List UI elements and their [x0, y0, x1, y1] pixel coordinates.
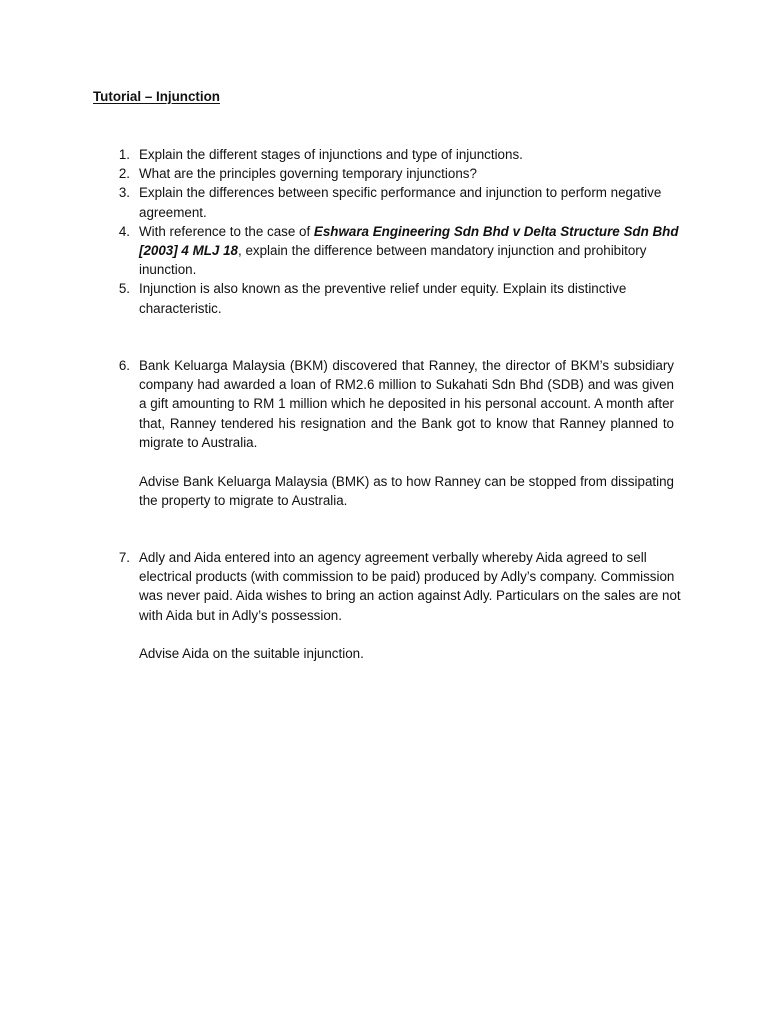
question-number: 1. — [118, 147, 130, 162]
question-text-prefix: With reference to the case of — [139, 223, 314, 239]
question-number: 7. — [118, 550, 130, 565]
question-item — [93, 222, 683, 280]
document-title: Tutorial – Injunction — [93, 89, 220, 104]
question-item — [93, 164, 683, 183]
question-number: 6. — [118, 358, 130, 373]
question-number: 2. — [118, 166, 130, 182]
question-text: What are the principles governing temporary injunctions? — [139, 166, 477, 182]
question-number: 5. — [118, 281, 130, 297]
question-number: 3. — [118, 185, 130, 201]
question-item — [93, 183, 683, 221]
case-citation: Eshwara Engineering Sdn Bhd v Delta Structure Sdn Bhd [2003] 4 MLJ 18 — [139, 223, 679, 259]
question-text: Injunction is also known as the preventive relief under equity. Explain its distinctive characteristic. — [139, 281, 627, 316]
question-text: Explain the differences between specific performance and injunction to perform negative agreement. — [139, 185, 662, 220]
problem-facts: Bank Keluarga Malaysia (BKM) discovered that Ranney, the director of BKM’s subsidiary company had awarded a loan of RM2.6 million to Sukahati Sdn Bhd (SDB) and was given a gift amounting to RM 1 million which he deposited in his personal account. A month after that, Ranney tendered his resignation and the Bank got to know that Ranney planned to migrate to Australia. — [139, 358, 674, 450]
question-item — [93, 145, 683, 164]
problem-facts: Adly and Aida entered into an agency agreement verbally whereby Aida agreed to sell electrical products (with commission to be paid) produced by Adly’s company. Commission was never paid. Aida wishes to bring an action against Adly. Particulars on the sales are not with Aida but in Adly’s possession. — [139, 550, 681, 623]
question-text: Explain the different stages of injunctions and type of injunctions. — [139, 147, 523, 162]
problem-question-6 — [93, 356, 683, 510]
problem-question-7 — [93, 548, 683, 664]
question-item — [93, 279, 683, 317]
question-item — [93, 356, 683, 510]
question-item — [93, 548, 683, 664]
problem-advise: Advise Aida on the suitable injunction. — [139, 646, 364, 662]
question-text-suffix: , explain the difference between mandatory injunction and prohibitory inunction. — [139, 243, 647, 278]
problem-advise: Advise Bank Keluarga Malaysia (BMK) as to how Ranney can be stopped from dissipating the property to migrate to Australia. — [139, 473, 674, 508]
question-number: 4. — [118, 223, 130, 239]
question-list — [93, 145, 683, 318]
